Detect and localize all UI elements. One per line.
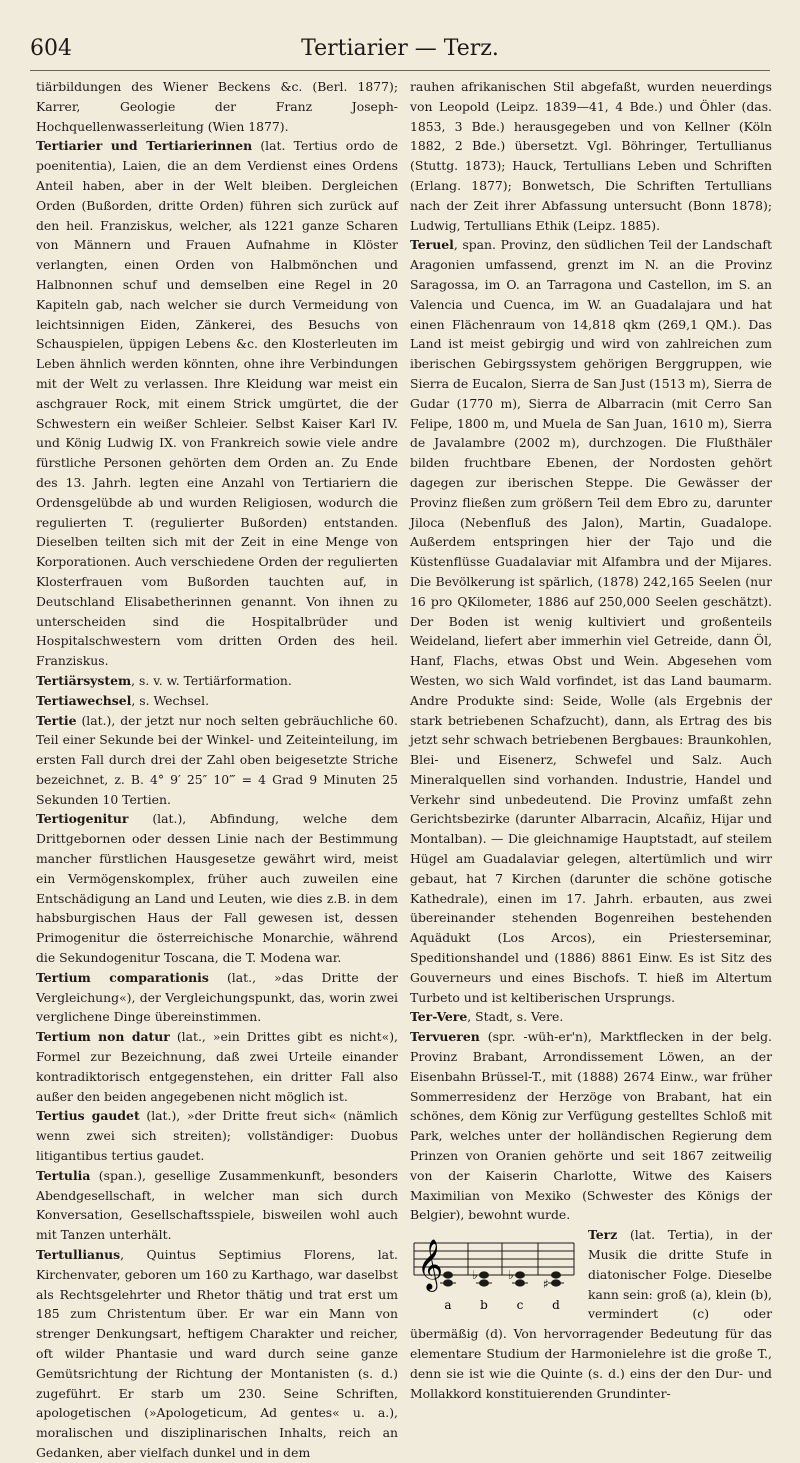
entry-tertium-comparationis: Tertium comparationis (lat., »das Dritte der Vergleichung«), der Vergleichungspunkt, das, worin zwei verglichene Dinge übereinstimmen. — [36, 969, 398, 1025]
entry-tertulia: Tertulia (span.), gesellige Zusammenkunft, besonders Abendgesellschaft, in welcher man sich durch Konversation, Gesellschaftsspiele, bisweilen wohl auch mit Tanzen unterhält. — [36, 1167, 398, 1243]
running-title: Tertiarier — Terz. — [301, 36, 499, 61]
headword: Tertium non datur — [36, 1029, 170, 1045]
entry-tertie: Tertie (lat.), der jetzt nur noch selten gebräuchliche 60. Teil einer Sekunde bei der Winkel- und Zeiteinteilung, im ersten Fall durch drei der Zahl oben beigesetzte Striche bezeichnet, z. B. 4° 9′ 25″ 10‴ = 4 Grad 9 Minuten 25 Sekunden 10 Tertien. — [36, 712, 398, 807]
entry-terz: Terz (lat. Tertia), in der Musik die dritte Stufe in diatonischer Folge. Dieselbe kann sein: groß (a), klein (b), vermindert (c) oder übermäßig (d). Von hervorragender Bedeutung für das elementare Studium der Harmonielehre ist die große T., denn sie ist wie die Quinte (s. d.) eins der den Dur- und Mollakkord konstituierenden Grundinter- — [410, 1227, 772, 1401]
entry-continuation: tiärbildungen des Wiener Beckens &c. (Berl. 1877); Karrer, Geologie der Franz Joseph-Hochquellenwasserleitung (Wien 1877). — [36, 79, 398, 134]
headword: Tertiärsystem — [36, 672, 132, 688]
entry-tertiaersystem: Tertiärsystem, s. v. w. Tertiärformation. — [36, 672, 292, 688]
example-label: d — [552, 1298, 560, 1313]
headword: Tertie — [36, 712, 77, 728]
example-label: b — [480, 1298, 488, 1313]
entry-tertium-non-datur: Tertium non datur (lat., »ein Drittes gibt es nicht«), Formel zur Bezeichnung, daß zwei Urteile einander kontradiktorisch entgegenstehen, ein dritter Fall also außer den beiden angegebenen nicht möglich ist. — [36, 1029, 398, 1104]
headword: Terz — [588, 1227, 618, 1243]
left-column — [36, 77, 398, 1460]
headword: Teruel — [410, 237, 454, 253]
headword: Tervueren — [410, 1029, 480, 1045]
headword: Tertullianus — [36, 1247, 121, 1263]
entry-tertius-gaudet: Tertius gaudet (lat.), »der Dritte freut sich« (nämlich wenn zwei sich streiten); vollständiger: Duobus litigantibus tertius gaudet. — [36, 1108, 398, 1164]
headword: Tertium comparationis — [36, 969, 209, 985]
page-header — [30, 36, 770, 70]
page-number: 604 — [30, 36, 72, 61]
entry-tertiarier: Tertiarier und Tertiarierinnen (lat. Tertius ordo de poenitentia), Laien, die an dem Verdienst eines Ordens Anteil haben, aber in der Welt bleiben. Dergleichen Orden (Bußorden, dritte Orden) führen sich zurück auf den heil. Franziskus, welcher, als 1221 ganze Scharen von Männern und Frauen Aufnahme in Klöster verlangten, einen Orden von Halbmönchen und Halbnonnen schuf und demselben eine Regel in 20 Kapiteln gab, nach welcher sie durch Vermeidung von leichtsinnigen Eiden, Zänkerei, des Besuchs von Schauspielen, üppigen Lebens &c. den Klosterleuten im Leben ähnlich werden könnten, ohne ihre Verbindungen mit der Welt zu verlassen. Ihre Kleidung war meist ein aschgrauer Rock, mit einem Strick umgürtet, die der Schwestern ein weißer Schleier. Selbst Kaiser Karl IV. und König Ludwig IX. von Frankreich sowie viele andre fürstliche Personen gehörten dem Orden an. Zu Ende des 13. Jahrh. legten eine Anzahl von Tertiariern die Ordensgelübde ab und wurden Religiosen, wodurch die regulierten T. (regulierter Bußorden) entstanden. Dieselben teilten sich mit der Zeit in eine Menge von Korporationen. Auch verschiedene Orden der regulierten Klosterfrauen vom Bußorden tauchten auf, in Deutschland Elisabetherinnen genannt. Von ihnen zu unterscheiden sind die Hospitalbrüder und Hospitalschwestern vom dritten Orden des heil. Franziskus. — [36, 138, 398, 669]
headword: Tertius gaudet — [36, 1108, 140, 1124]
flat-icon: ♭ — [472, 1268, 478, 1283]
headword: Tertiawechsel — [36, 692, 132, 708]
entry-tertiawechsel: Tertiawechsel, s. Wechsel. — [36, 692, 210, 708]
example-label: a — [444, 1298, 452, 1313]
headword: Tertulia — [36, 1167, 91, 1183]
right-column — [410, 77, 772, 1401]
example-label: c — [516, 1298, 524, 1313]
header-rule — [30, 70, 770, 71]
music-notation-example — [410, 1229, 578, 1321]
entry-continuation: rauhen afrikanischen Stil abgefaßt, wurden neuerdings von Leopold (Leipz. 1839—41, 4 Bde.) und Öhler (das. 1853, 3 Bde.) herausgegeben und von Kellner (Köln 1882, 2 Bde.) übersetzt. Vgl. Böhringer, Tertullianus (Stuttg. 1873); Hauck, Tertullians Leben und Schriften (Erlang. 1877); Bonwetsch, Die Schriften Tertullians nach der Zeit ihrer Abfassung untersucht (Bonn 1878); Ludwig, Tertullians Ethik (Leipz. 1885). — [410, 79, 772, 233]
entry-ter-vere: Ter-Vere, Stadt, s. Vere. — [410, 1009, 564, 1025]
sharp-icon: ♯ — [543, 1277, 549, 1292]
headword: Tertiarier und Tertiarierinnen — [36, 138, 253, 154]
headword: Ter-Vere — [410, 1009, 468, 1025]
staff-figure — [410, 1229, 578, 1321]
entry-tervueren: Tervueren (spr. -wüh-er'n), Marktflecken in der belg. Provinz Brabant, Arrondissement Löwen, an der Eisenbahn Brüssel-T., mit (1888) 2674 Einw., war früher Sommerresidenz der Herzöge von Brabant, hat ein schönes, dem König zur Verfügung gestelltes Schloß mit Park, welches unter der holländischen Regierung dem Prinzen von Oranien gehörte und seit 1867 zeitweilig von der Kaiserin Charlotte, Witwe des Kaisers Maximilian von Mexiko (Schwester des Königs der Belgier), bewohnt wurde. — [410, 1029, 772, 1223]
entry-tertullianus: Tertullianus, Quintus Septimius Florens, lat. Kirchenvater, geboren um 160 zu Karthago, war daselbst als Rechtsgelehrter und Rhetor thätig und trat erst um 185 zum Christentum über. Er war ein Mann von strenger Denkungsart, heftigem Charakter und reicher, oft wilder Phantasie und ward durch seine ganze Gemütsrichtung der Richtung der Montanisten (s. d.) zugeführt. Er starb um 230. Seine Schriften, apologetischen (»Apologeticum, Ad gentes« u. a.), moralischen und disziplinarischen Inhalts, reich an Gedanken, aber vielfach dunkel und in dem — [36, 1247, 398, 1460]
headword: Tertiogenitur — [36, 811, 129, 827]
treble-clef-icon: 𝄞 — [417, 1239, 444, 1291]
entry-tertiogenitur: Tertiogenitur (lat.), Abfindung, welche dem Drittgebornen oder dessen Linie nach der Bestimmung mancher fürstlichen Hausgesetze gewährt wird, meist ein Vermögenskomplex, früher auch zuweilen eine Entschädigung an Land und Leuten, wie dies z.B. in dem habsburgischen Haus der Fall gewesen ist, dessen Primogenitur die österreichische Monarchie, während die Sekundogenitur Toscana, die T. Modena war. — [36, 811, 398, 966]
flat-icon: ♭ — [508, 1268, 514, 1283]
entry-teruel: Teruel, span. Provinz, den südlichen Teil der Landschaft Aragonien umfassend, grenzt im N. an die Provinz Saragossa, im O. an Tarragona und Castellon, im S. an Valencia und Cuenca, im W. an Guadalajara und hat einen Flächenraum von 14,818 qkm (269,1 QM.). Das Land ist meist gebirgig und wird von zahlreichen zum iberischen Gebirgssystem gehörigen Berggruppen, wie Sierra de Eucalon, Sierra de San Just (1513 m), Sierra de Gudar (1770 m), Sierra de Albarracin (mit Cerro San Felipe, 1800 m, und Muela de San Juan, 1610 m), Sierra de Javalambre (2002 m), durchzogen. Die Flußthäler bilden fruchtbare Ebenen, der Nordosten gehört dagegen zur iberischen Steppe. Die Gewässer der Provinz fließen zum größern Teil dem Ebro zu, darunter Jiloca (Nebenfluß des Jalon), Martin, Guadalope. Außerdem entspringen hier der Tajo und die Küstenflüsse Guadalaviar mit Alfambra und der Mijares. Die Bevölkerung ist spärlich, (1878) 242,165 Seelen (nur 16 pro QKilometer, 1886 auf 250,000 Seelen geschätzt). Der Boden ist wenig kultiviert und großenteils Weideland, liefert aber immerhin viel Getreide, dann Öl, Hanf, Flachs, etwas Obst und Wein. Abgesehen vom Westen, wo sich Wald vorfindet, ist das Land baumarm. Andre Produkte sind: Seide, Wolle (als Ergebnis der stark betriebenen Schafzucht), dann, als Ertrag des bis jetzt sehr schwach betriebenen Bergbaues: Braunkohlen, Blei- und Eisenerz, Schwefel und Salz. Auch Mineralquellen sind vorhanden. Industrie, Handel und Verkehr sind unbedeutend. Die Provinz umfaßt zehn Gerichtsbezirke (darunter Albarracin, Alcañiz, Hijar und Montalban). — Die gleichnamige Hauptstadt, auf steilem Hügel am Guadalaviar gelegen, altertümlich und wirr gebaut, hat 7 Kirchen (darunter die schöne gotische Kathedrale), einen im 17. Jahrh. erbauten, aus zwei übereinander stehenden Bogenreihen bestehenden Aquädukt (Los Arcos), ein Priesterseminar, Speditionshandel und (1886) 8861 Einw. Es ist Sitz des Gouverneurs und eines Bischofs. T. hieß im Altertum Turbeto und ist keltiberischen Ursprungs. — [410, 237, 772, 1005]
